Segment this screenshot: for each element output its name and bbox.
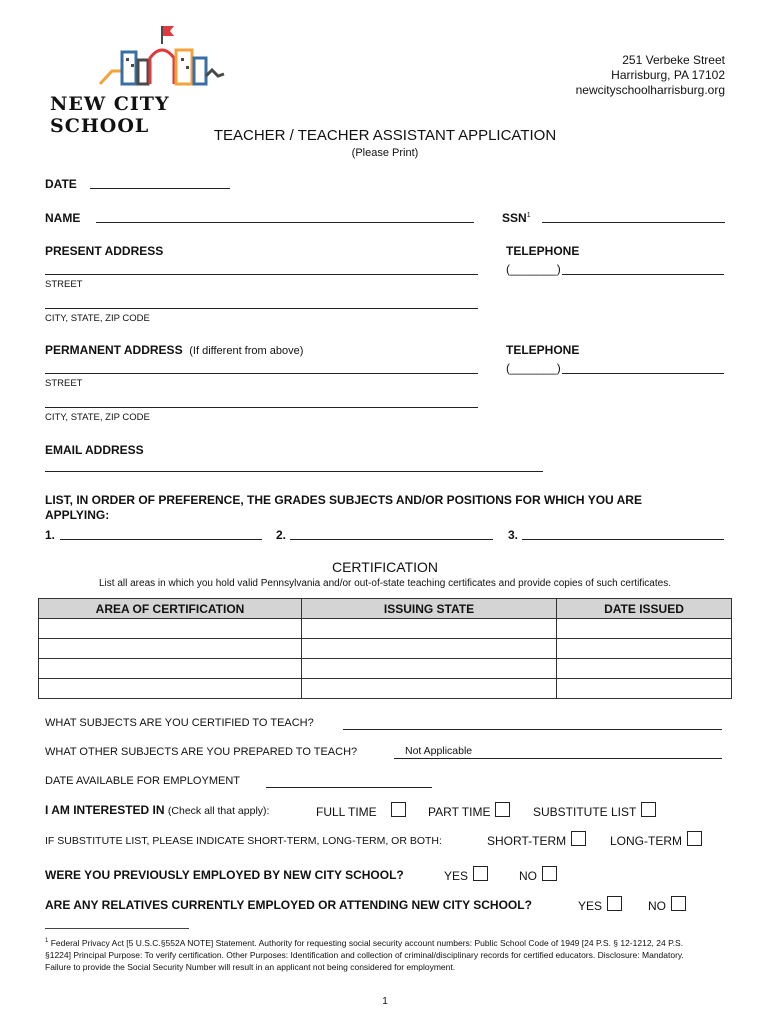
footnote: $^1$ Federal Privacy Act [5 U.S.C.§552A NOTE] Statement. Authority for requesting social security account numbers: Public School Code of 1949 [24 P.S. § 12-1212, 24 P.S. §1224] Principal Purpose: To verify certification. Other Purposes: Identification and collection of criminal/disciplinary records for certified educators. Disclosure: Mandatory. Failure to provide the Social Security Number will result in an applicant not being considered for employment. <box>45 937 684 972</box>
date-available-label: DATE AVAILABLE FOR EMPLOYMENT <box>45 775 240 787</box>
city-caption-2: CITY, STATE, ZIP CODE <box>45 412 150 423</box>
full-time-label: FULL TIME <box>316 805 377 819</box>
short-term-option[interactable] <box>487 831 586 848</box>
permanent-street-field[interactable] <box>45 373 478 374</box>
certified-subjects-field[interactable] <box>343 729 722 730</box>
school-address <box>576 53 725 98</box>
substitute-option[interactable] <box>533 802 656 819</box>
part-time-label: PART TIME <box>428 805 491 819</box>
interested-note: (Check all that apply): <box>167 805 270 817</box>
telephone-field-2[interactable] <box>562 373 724 374</box>
relatives-label: ARE ANY RELATIVES CURRENTLY EMPLOYED OR ATTENDING NEW CITY SCHOOL? <box>45 898 532 912</box>
page-title: TEACHER / TEACHER ASSISTANT APPLICATION <box>213 127 557 144</box>
other-subjects-value: Not Applicable <box>405 745 473 757</box>
interested-label: I AM INTERESTED IN <box>45 803 165 817</box>
name-field[interactable] <box>96 222 474 223</box>
part-time-checkbox[interactable] <box>495 802 510 817</box>
cell-state[interactable] <box>302 639 557 659</box>
ssn-label: SSN$^1$ <box>502 211 531 225</box>
address-city: Harrisburg, PA 17102 <box>611 68 725 82</box>
rel-yes-option[interactable] <box>578 896 622 913</box>
cell-state[interactable] <box>302 679 557 699</box>
prev-no-option[interactable] <box>519 866 557 883</box>
permanent-city-field[interactable] <box>45 407 478 408</box>
date-label: DATE <box>45 177 77 191</box>
certification-instructions: List all areas in which you hold valid Pennsylvania and/or out-of-state teaching certificates and provide copies of such certificates. <box>99 578 671 589</box>
address-street: 251 Verbeke Street <box>622 53 725 67</box>
pref-2-field[interactable] <box>290 539 493 540</box>
pref-3-label: 3. <box>508 528 519 542</box>
city-caption-1: CITY, STATE, ZIP CODE <box>45 313 150 324</box>
permanent-address-label: PERMANENT ADDRESS (If different from above) <box>45 343 304 357</box>
present-street-field[interactable] <box>45 274 478 275</box>
table-row <box>39 659 732 679</box>
prev-yes-checkbox[interactable] <box>473 866 488 881</box>
cell-state[interactable] <box>302 659 557 679</box>
school-name: NEW CITY SCHOOL <box>50 93 170 137</box>
full-time-checkbox[interactable] <box>391 802 406 817</box>
logo-skyline-icon <box>50 24 275 86</box>
email-label: EMAIL ADDRESS <box>45 443 144 457</box>
prev-no-label: NO <box>519 869 537 883</box>
col-date: DATE ISSUED <box>557 599 732 619</box>
page-number: 1 <box>382 996 388 1007</box>
short-term-checkbox[interactable] <box>571 831 586 846</box>
telephone-label-2: TELEPHONE <box>506 343 580 357</box>
table-row <box>39 619 732 639</box>
certification-header-row <box>39 599 732 619</box>
school-logo <box>50 24 275 137</box>
other-subjects-field[interactable] <box>394 758 722 759</box>
short-term-label: SHORT-TERM <box>487 834 567 848</box>
substitute-checkbox[interactable] <box>641 802 656 817</box>
col-state: ISSUING STATE <box>302 599 557 619</box>
cell-area[interactable] <box>39 619 302 639</box>
prev-yes-option[interactable] <box>444 866 488 883</box>
substitute-note: IF SUBSTITUTE LIST, PLEASE INDICATE SHORT-TERM, LONG-TERM, OR BOTH: <box>45 835 442 847</box>
school-website[interactable]: newcityschoolharrisburg.org <box>575 83 725 97</box>
cell-date[interactable] <box>557 619 732 639</box>
footnote-divider <box>45 928 189 929</box>
cell-date[interactable] <box>557 639 732 659</box>
long-term-checkbox[interactable] <box>687 831 702 846</box>
prev-yes-label: YES <box>444 869 469 883</box>
long-term-option[interactable] <box>610 831 702 848</box>
pref-1-field[interactable] <box>60 539 262 540</box>
cell-date[interactable] <box>557 679 732 699</box>
cell-state[interactable] <box>302 619 557 639</box>
substitute-label: SUBSTITUTE LIST <box>533 805 637 819</box>
cell-area[interactable] <box>39 679 302 699</box>
page-subtitle: (Please Print) <box>351 147 419 159</box>
phone-prefix-2: (_______) <box>506 361 561 375</box>
certification-table <box>38 598 732 699</box>
rel-yes-checkbox[interactable] <box>607 896 622 911</box>
street-caption-2: STREET <box>45 378 83 389</box>
pref-1-label: 1. <box>45 528 56 542</box>
prev-no-checkbox[interactable] <box>542 866 557 881</box>
full-time-option[interactable] <box>316 802 406 819</box>
date-available-field[interactable] <box>266 787 432 788</box>
telephone-field-1[interactable] <box>562 274 724 275</box>
email-field[interactable] <box>45 471 543 472</box>
present-address-label: PRESENT ADDRESS <box>45 244 164 258</box>
interested-row <box>45 803 269 817</box>
rel-yes-label: YES <box>578 899 603 913</box>
name-label: NAME <box>45 211 81 225</box>
date-field[interactable] <box>90 188 230 189</box>
certification-heading: CERTIFICATION <box>331 559 439 575</box>
certified-subjects-label: WHAT SUBJECTS ARE YOU CERTIFIED TO TEACH? <box>45 717 314 729</box>
pref-2-label: 2. <box>276 528 287 542</box>
table-row <box>39 679 732 699</box>
present-city-field[interactable] <box>45 308 478 309</box>
part-time-option[interactable] <box>428 802 510 819</box>
other-subjects-label: WHAT OTHER SUBJECTS ARE YOU PREPARED TO TEACH? <box>45 746 358 758</box>
rel-no-option[interactable] <box>648 896 686 913</box>
cell-area[interactable] <box>39 639 302 659</box>
street-caption-1: STREET <box>45 279 83 290</box>
cell-date[interactable] <box>557 659 732 679</box>
col-area: AREA OF CERTIFICATION <box>39 599 302 619</box>
rel-no-checkbox[interactable] <box>671 896 686 911</box>
long-term-label: LONG-TERM <box>610 834 682 848</box>
previously-employed-label: WERE YOU PREVIOUSLY EMPLOYED BY NEW CITY SCHOOL? <box>45 868 404 882</box>
pref-3-field[interactable] <box>522 539 724 540</box>
table-row <box>39 639 732 659</box>
phone-prefix-1: (_______) <box>506 262 561 276</box>
cell-area[interactable] <box>39 659 302 679</box>
telephone-label-1: TELEPHONE <box>506 244 580 258</box>
rel-no-label: NO <box>648 899 666 913</box>
ssn-field[interactable] <box>542 222 725 223</box>
preference-label: LIST, IN ORDER OF PREFERENCE, THE GRADES SUBJECTS AND/OR POSITIONS FOR WHICH YOU ARE APPLYING: <box>45 493 642 522</box>
